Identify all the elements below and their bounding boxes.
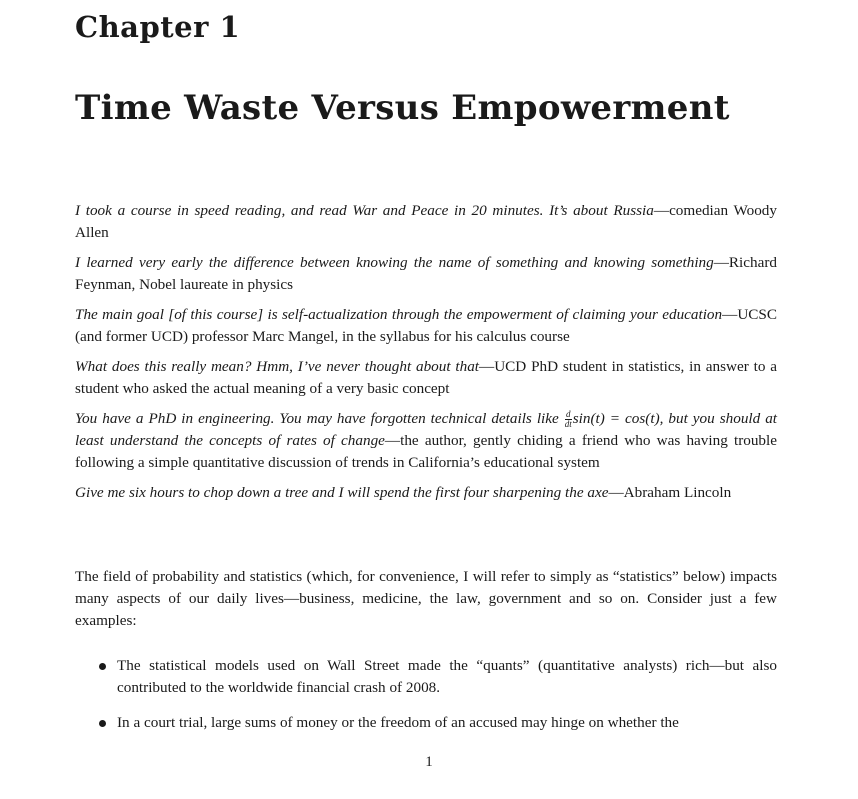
list-item (75, 712, 777, 734)
example-list (75, 655, 777, 747)
epigraph-attribution: —UCSC (and former UCD) professor Marc Mangel, in the syllabus for his calculus course (75, 306, 777, 345)
epigraph-quote-continued: sin(t) = cos(t), but you should at least understand the concepts of rates of change (75, 410, 778, 449)
chapter-title: Time Waste Versus Empowerment (75, 88, 730, 128)
epigraph-attribution: —Abraham Lincoln (608, 484, 732, 501)
bullet-icon (99, 720, 106, 727)
list-item (75, 655, 777, 699)
epigraph-quote: The main goal [of this course] is self-actualization through the empowerment of claiming your education (75, 306, 723, 323)
fraction-denominator: dt (564, 419, 572, 430)
epigraph-quote: You have a PhD in engineering. You may have forgotten technical details like (75, 410, 559, 427)
page-number: 1 (425, 754, 433, 770)
list-item-text: In a court trial, large sums of money or the freedom of an accused may hinge on whether the (117, 714, 679, 731)
derivative-fraction (565, 410, 572, 429)
epigraph-attribution: —the author, gently chiding a friend who was having trouble following a simple quantitative discussion of trends in California’s educational system (75, 432, 777, 471)
epigraph-quote: I learned very early the difference between knowing the name of something and knowing something (75, 254, 714, 271)
epigraph-attribution: —comedian Woody Allen (75, 202, 777, 241)
intro-paragraph: The field of probability and statistics (which, for convenience, I will refer to simply as “statistics” below) impacts many aspects of our daily lives—business, medicine, the law, government and so on. Consider just a few examples: (75, 568, 777, 629)
epigraph-quote: What does this really mean? Hmm, I’ve never thought about that (75, 358, 480, 375)
chapter-label: Chapter 1 (75, 10, 241, 44)
epigraph-quote: I took a course in speed reading, and read War and Peace in 20 minutes. It’s about Russia (75, 202, 654, 219)
epigraph (75, 482, 777, 504)
fraction-numerator: d (566, 409, 571, 420)
epigraph (75, 408, 777, 474)
epigraph-quote: Give me six hours to chop down a tree and I will spend the first four sharpening the axe (75, 484, 609, 501)
epigraph (75, 252, 777, 296)
epigraphs-section (75, 200, 777, 512)
epigraph-attribution: —Richard Feynman, Nobel laureate in physics (75, 254, 777, 293)
epigraph (75, 200, 777, 244)
epigraph (75, 304, 777, 348)
bullet-icon (99, 663, 106, 670)
epigraph (75, 356, 777, 400)
list-item-text: The statistical models used on Wall Street made the “quants” (quantitative analysts) rich—but also contributed to the worldwide financial crash of 2008. (117, 657, 777, 696)
epigraph-attribution: —UCD PhD student in statistics, in answer to a student who asked the actual meaning of a very basic concept (75, 358, 777, 397)
